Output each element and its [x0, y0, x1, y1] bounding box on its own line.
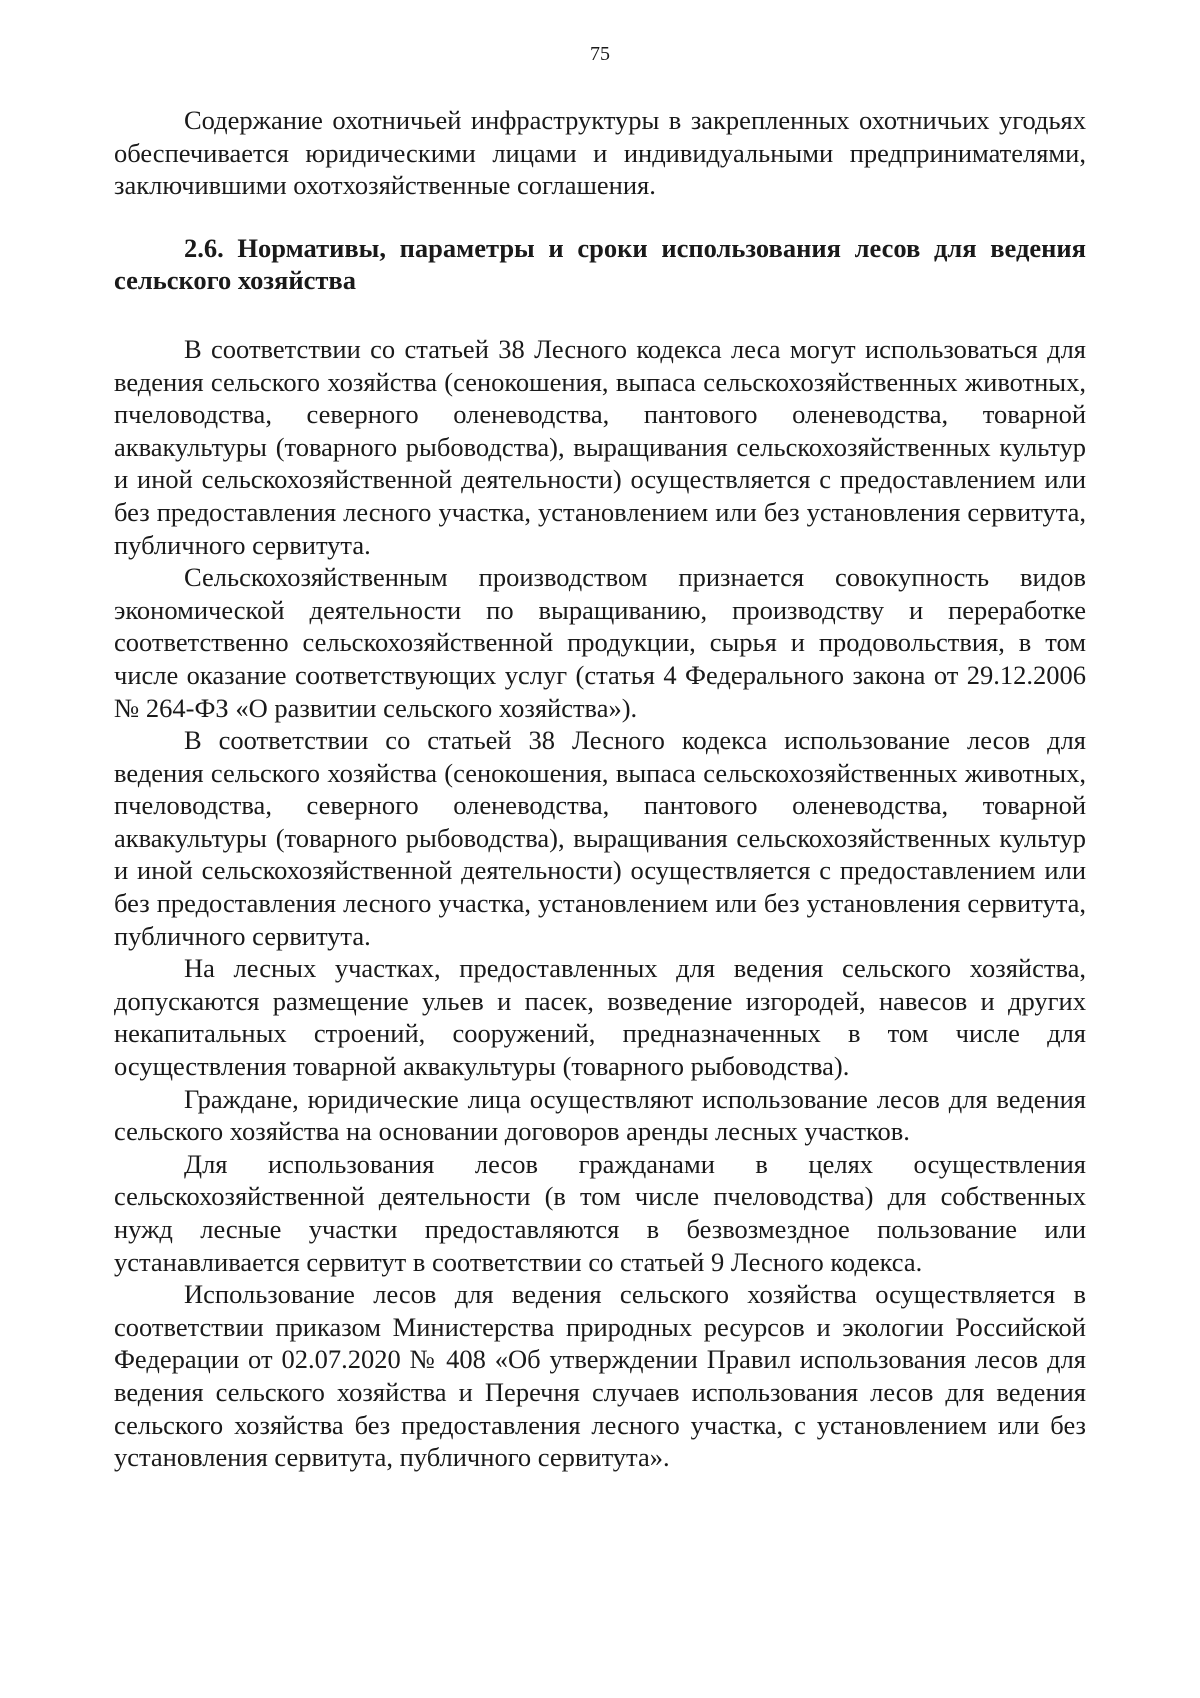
body-paragraph: Использование лесов для ведения сельского хозяйства осуществляется в соответствии приказом Министерства природных ресурсов и экологии Российской Федерации от 02.07.2020 № 408 «Об утверждении Правил использования лесов для ведения сельского хозяйства и Перечня случаев использования лесов для ведения сельского хозяйства без предоставления лесного участка, с установлением или без установления сервитута, публичного сервитута».	[114, 1279, 1086, 1473]
body-paragraph: В соответствии со статьей 38 Лесного кодекса использование лесов для ведения сельского хозяйства (сенокошения, выпаса сельскохозяйственных животных, пчеловодства, северного оленеводства, пантового оленеводства, товарной аквакультуры (товарного рыбоводства), выращивания сельскохозяйственных культур и иной сельскохозяйственной деятельности) осуществляется с предоставлением или без предоставления лесного участка, установлением или без установления сервитута, публичного сервитута.	[114, 725, 1086, 951]
body-paragraph: Граждане, юридические лица осуществляют использование лесов для ведения сельского хозяйства на основании договоров аренды лесных участков.	[114, 1083, 1086, 1147]
intro-paragraph: Содержание охотничьей инфраструктуры в закрепленных охотничьих угодьях обеспечивается юридическими лицами и индивидуальными предпринимателями, заключившими охотхозяйственные соглашения.	[114, 105, 1086, 201]
body-paragraph: В соответствии со статьей 38 Лесного кодекса леса могут использоваться для ведения сельского хозяйства (сенокошения, выпаса сельскохозяйственных животных, пчеловодства, северного оленеводства, пантового оленеводства, товарной аквакультуры (товарного рыбоводства), выращивания сельскохозяйственных культур и иной сельскохозяйственной деятельности) осуществляется с предоставлением или без предоставления лесного участка, установлением или без установления сервитута, публичного сервитута.	[114, 333, 1086, 560]
section-heading: 2.6. Нормативы, параметры и сроки использования лесов для ведения сельского хозяйства	[114, 232, 1086, 296]
body-paragraph: Сельскохозяйственным производством признается совокупность видов экономической деятельности по выращиванию, производству и переработке соответственно сельскохозяйственной продукции, сырья и продовольствия, в том числе оказание соответствующих услуг (статья 4 Федерального закона от 29.12.2006 № 264-ФЗ «О развитии сельского хозяйства»).	[114, 562, 1086, 723]
document-page	[114, 40, 1086, 1474]
page-number: 75	[590, 43, 610, 65]
body-paragraph: Для использования лесов гражданами в целях осуществления сельскохозяйственной деятельности (в том числе пчеловодства) для собственных нужд лесные участки предоставляются в безвозмездное пользование или устанавливается сервитут в соответствии со статьей 9 Лесного кодекса.	[114, 1148, 1086, 1277]
body-paragraph: На лесных участках, предоставленных для ведения сельского хозяйства, допускаются размещение ульев и пасек, возведение изгородей, навесов и других некапитальных строений, сооружений, предназначенных в том числе для осуществления товарной аквакультуры (товарного рыбоводства).	[114, 953, 1086, 1082]
